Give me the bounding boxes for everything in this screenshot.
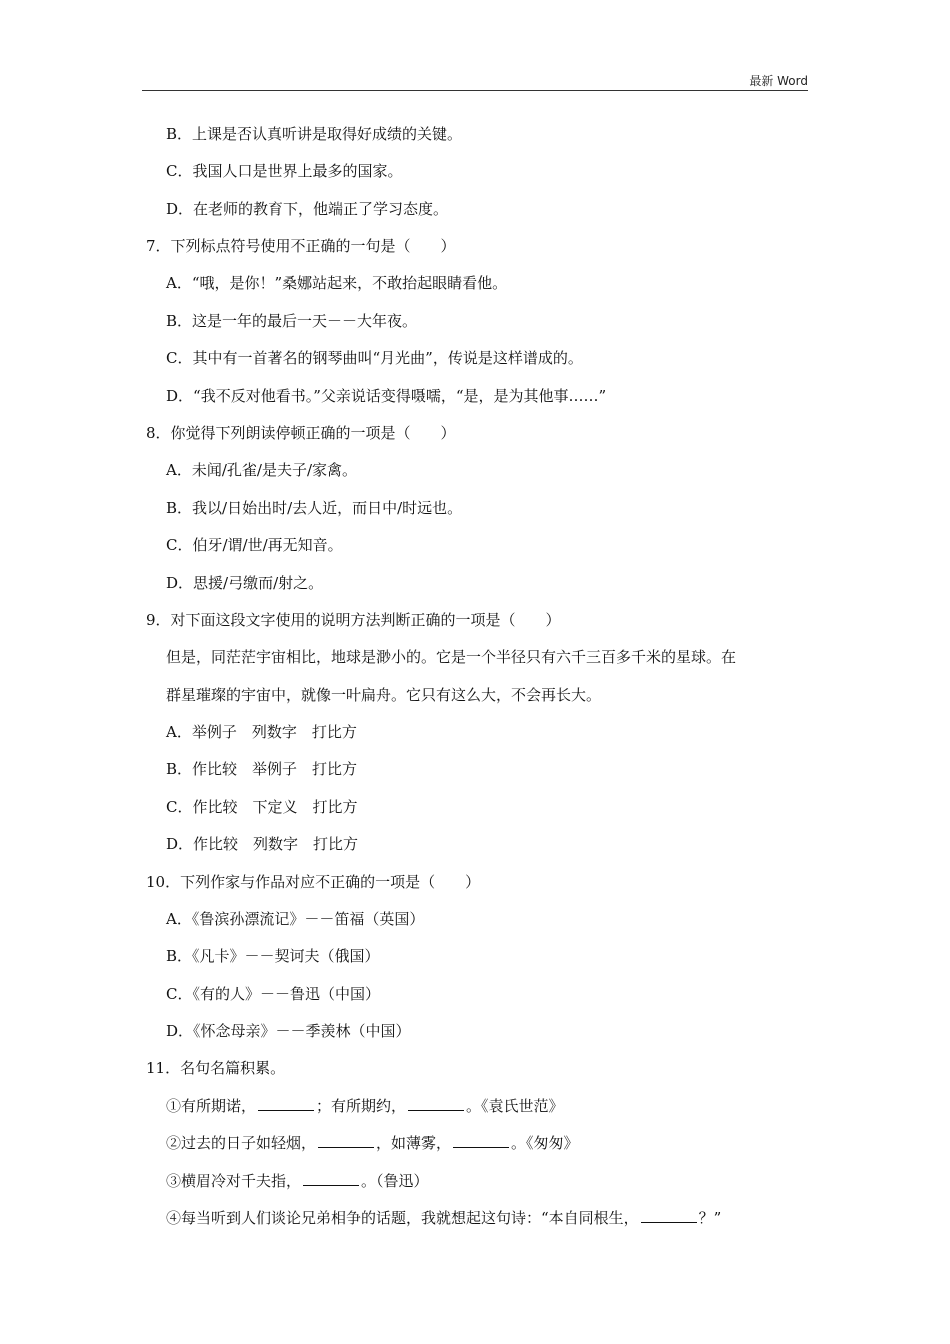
q8-option-b: B．我以/日始出时/去人近，而日中/时远也。 <box>166 499 463 517</box>
q9-passage-line-1: 但是，同茫茫宇宙相比，地球是渺小的。它是一个半径只有六千三百多千米的星球。在 <box>166 648 737 666</box>
q7-stem: 7．下列标点符号使用不正确的一句是（ ） <box>146 237 456 255</box>
q11-item-3-text-a: ③横眉冷对千夫指， <box>166 1172 302 1190</box>
fill-blank[interactable] <box>408 1096 464 1111</box>
fill-blank[interactable] <box>318 1133 374 1148</box>
q7-option-b: B．这是一年的最后一天－－大年夜。 <box>166 312 418 330</box>
q9-option-b: B．作比较 举例子 打比方 <box>166 760 358 778</box>
header-label: 最新 Word <box>749 74 808 88</box>
fill-blank[interactable] <box>258 1096 314 1111</box>
q11-item-2 <box>166 1133 579 1153</box>
q6-option-b: B．上课是否认真听讲是取得好成绩的关键。 <box>166 125 463 143</box>
q10-option-b: B．《凡卡》－－契诃夫（俄国） <box>166 947 380 965</box>
q11-item-2-text-a: ②过去的日子如轻烟， <box>166 1134 317 1152</box>
q9-option-c: C．作比较 下定义 打比方 <box>166 798 358 816</box>
q9-stem: 9．对下面这段文字使用的说明方法判断正确的一项是（ ） <box>146 611 561 629</box>
q10-stem: 10．下列作家与作品对应不正确的一项是（ ） <box>146 873 481 891</box>
q8-stem: 8．你觉得下列朗读停顿正确的一项是（ ） <box>146 424 456 442</box>
q10-option-a: A．《鲁滨孙漂流记》－－笛福（英国） <box>166 910 425 928</box>
q11-item-1-text-c: 。《袁氏世范》 <box>466 1097 564 1115</box>
q11-item-1-text-b: ；有所期约， <box>316 1097 407 1115</box>
q11-item-1 <box>166 1096 564 1116</box>
q7-option-a: A．“哦，是你！”桑娜站起来，不敢抬起眼睛看他。 <box>166 274 508 292</box>
fill-blank[interactable] <box>641 1208 697 1223</box>
q7-option-c: C．其中有一首著名的钢琴曲叫“月光曲”，传说是这样谱成的。 <box>166 349 583 367</box>
q9-option-d: D．作比较 列数字 打比方 <box>166 835 359 853</box>
q7-option-d: D．“我不反对他看书。”父亲说话变得嗫嚅，“是，是为其他事……” <box>166 387 607 405</box>
q9-passage-line-2: 群星璀璨的宇宙中，就像一叶扁舟。它只有这么大，不会再长大。 <box>166 686 602 704</box>
q6-option-d: D．在老师的教育下，他端正了学习态度。 <box>166 200 449 218</box>
q10-option-c: C．《有的人》－－鲁迅（中国） <box>166 985 380 1003</box>
fill-blank[interactable] <box>303 1171 359 1186</box>
q9-option-a: A．举例子 列数字 打比方 <box>166 723 357 741</box>
q10-option-d: D．《怀念母亲》－－季羡林（中国） <box>166 1022 411 1040</box>
q8-option-d: D．思援/弓缴而/射之。 <box>166 574 324 592</box>
q11-item-2-text-b: ，如薄雾， <box>376 1134 452 1152</box>
q11-stem: 11．名句名篇积累。 <box>146 1059 286 1077</box>
q8-option-c: C．伯牙/谓/世/再无知音。 <box>166 536 343 554</box>
q11-item-4 <box>166 1208 721 1228</box>
q11-item-4-text-b: ？” <box>698 1209 722 1227</box>
q11-item-3-text-b: 。（鲁迅） <box>361 1172 429 1190</box>
q8-option-a: A．未闻/孔雀/是夫子/家禽。 <box>166 461 357 479</box>
page-header <box>142 72 808 91</box>
q11-item-4-text-a: ④每当听到人们谈论兄弟相争的话题，我就想起这句诗：“本自同根生， <box>166 1209 639 1227</box>
q6-option-c: C．我国人口是世界上最多的国家。 <box>166 162 403 180</box>
q11-item-3 <box>166 1171 429 1191</box>
q11-item-2-text-c: 。《匆匆》 <box>511 1134 579 1152</box>
q11-item-1-text-a: ①有所期诺， <box>166 1097 257 1115</box>
fill-blank[interactable] <box>453 1133 509 1148</box>
